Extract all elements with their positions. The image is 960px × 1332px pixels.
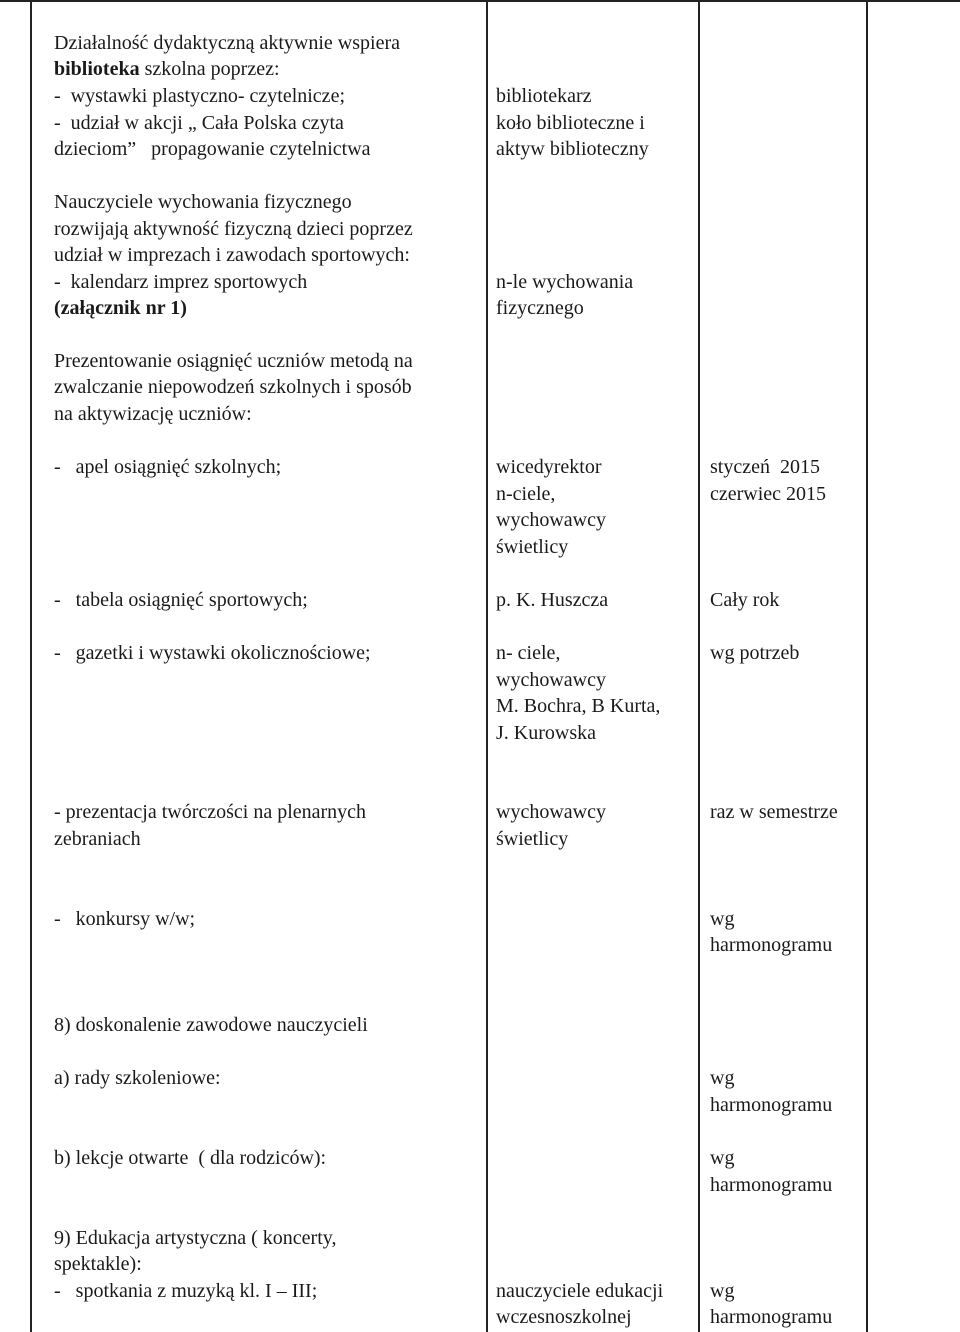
term-text: styczeń 2015	[710, 456, 820, 478]
responsible-text: wychowawcy	[496, 669, 606, 691]
presentation-text-line: Prezentowanie osiągnięć uczniów metodą na	[54, 350, 413, 372]
term-text: raz w semestrze	[710, 801, 838, 823]
term-text: wg	[710, 1067, 735, 1089]
library-list-item: dzieciom” propagowanie czytelnictwa	[54, 138, 371, 160]
section-heading: spektakle):	[54, 1253, 142, 1275]
term-text: Cały rok	[710, 589, 780, 611]
pe-attachment-ref: (załącznik nr 1)	[54, 297, 187, 319]
term-text: wg	[710, 1280, 735, 1302]
term-text: wg	[710, 908, 735, 930]
table-border-col3	[698, 0, 700, 1332]
responsible-text: bibliotekarz	[496, 85, 592, 107]
responsible-text: nauczyciele edukacji	[496, 1280, 664, 1302]
presentation-text-line: zwalczanie niepowodzeń szkolnych i sposób	[54, 376, 412, 398]
responsible-text: n-ciele,	[496, 483, 556, 505]
pe-text-line: Nauczyciele wychowania fizycznego	[54, 191, 352, 213]
responsible-text: świetlicy	[496, 828, 569, 850]
responsible-text: wczesnoszkolnej	[496, 1306, 632, 1328]
term-text: wg potrzeb	[710, 642, 800, 664]
activity-item: zebraniach	[54, 828, 141, 850]
term-text: harmonogramu	[710, 1306, 833, 1328]
responsible-text: koło biblioteczne i	[496, 112, 645, 134]
pe-text-line: udział w imprezach i zawodach sportowych:	[54, 244, 410, 266]
term-text: harmonogramu	[710, 934, 833, 956]
table-top-border	[0, 0, 960, 2]
table-border-col2	[486, 0, 488, 1332]
responsible-text: n-le wychowania	[496, 271, 634, 293]
activity-item: b) lekcje otwarte ( dla rodziców):	[54, 1147, 327, 1169]
table-border-col4	[866, 0, 868, 1332]
term-text: czerwiec 2015	[710, 483, 827, 505]
activity-item: - gazetki i wystawki okolicznościowe;	[54, 642, 371, 664]
term-text: wg	[710, 1147, 735, 1169]
responsible-text: J. Kurowska	[496, 722, 596, 744]
library-bold-word: biblioteka	[54, 58, 140, 80]
table-border-left	[30, 0, 32, 1332]
library-text-rest: szkolna poprzez:	[139, 58, 280, 80]
term-text: harmonogramu	[710, 1174, 833, 1196]
activity-item: - spotkania z muzyką kl. I – III;	[54, 1280, 318, 1302]
responsible-text: fizycznego	[496, 297, 584, 319]
library-text-line: Działalność dydaktyczną aktywnie wspiera	[54, 32, 400, 54]
responsible-text: p. K. Huszcza	[496, 589, 609, 611]
activity-item: - apel osiągnięć szkolnych;	[54, 456, 282, 478]
responsible-text: wychowawcy	[496, 801, 606, 823]
library-list-item: - udział w akcji „ Cała Polska czyta	[54, 112, 344, 134]
activity-item: a) rady szkoleniowe:	[54, 1067, 221, 1089]
activity-item: - tabela osiągnięć sportowych;	[54, 589, 308, 611]
section-heading: 8) doskonalenie zawodowe nauczycieli	[54, 1014, 368, 1036]
responsible-text: aktyw biblioteczny	[496, 138, 649, 160]
responsible-text: n- ciele,	[496, 642, 561, 664]
pe-text-line: rozwijają aktywność fizyczną dzieci poprzez	[54, 218, 413, 240]
section-heading: 9) Edukacja artystyczna ( koncerty,	[54, 1227, 337, 1249]
activity-item: - prezentacja twórczości na plenarnych	[54, 801, 367, 823]
activity-item: - konkursy w/w;	[54, 908, 196, 930]
presentation-text-line: na aktywizację uczniów:	[54, 403, 252, 425]
responsible-text: wychowawcy	[496, 509, 606, 531]
library-list-item: - wystawki plastyczno- czytelnicze;	[54, 85, 345, 107]
responsible-text: wicedyrektor	[496, 456, 602, 478]
responsible-text: świetlicy	[496, 536, 569, 558]
term-text: harmonogramu	[710, 1094, 833, 1116]
responsible-text: M. Bochra, B Kurta,	[496, 695, 661, 717]
pe-list-item: - kalendarz imprez sportowych	[54, 271, 308, 293]
library-text-line	[54, 56, 280, 83]
